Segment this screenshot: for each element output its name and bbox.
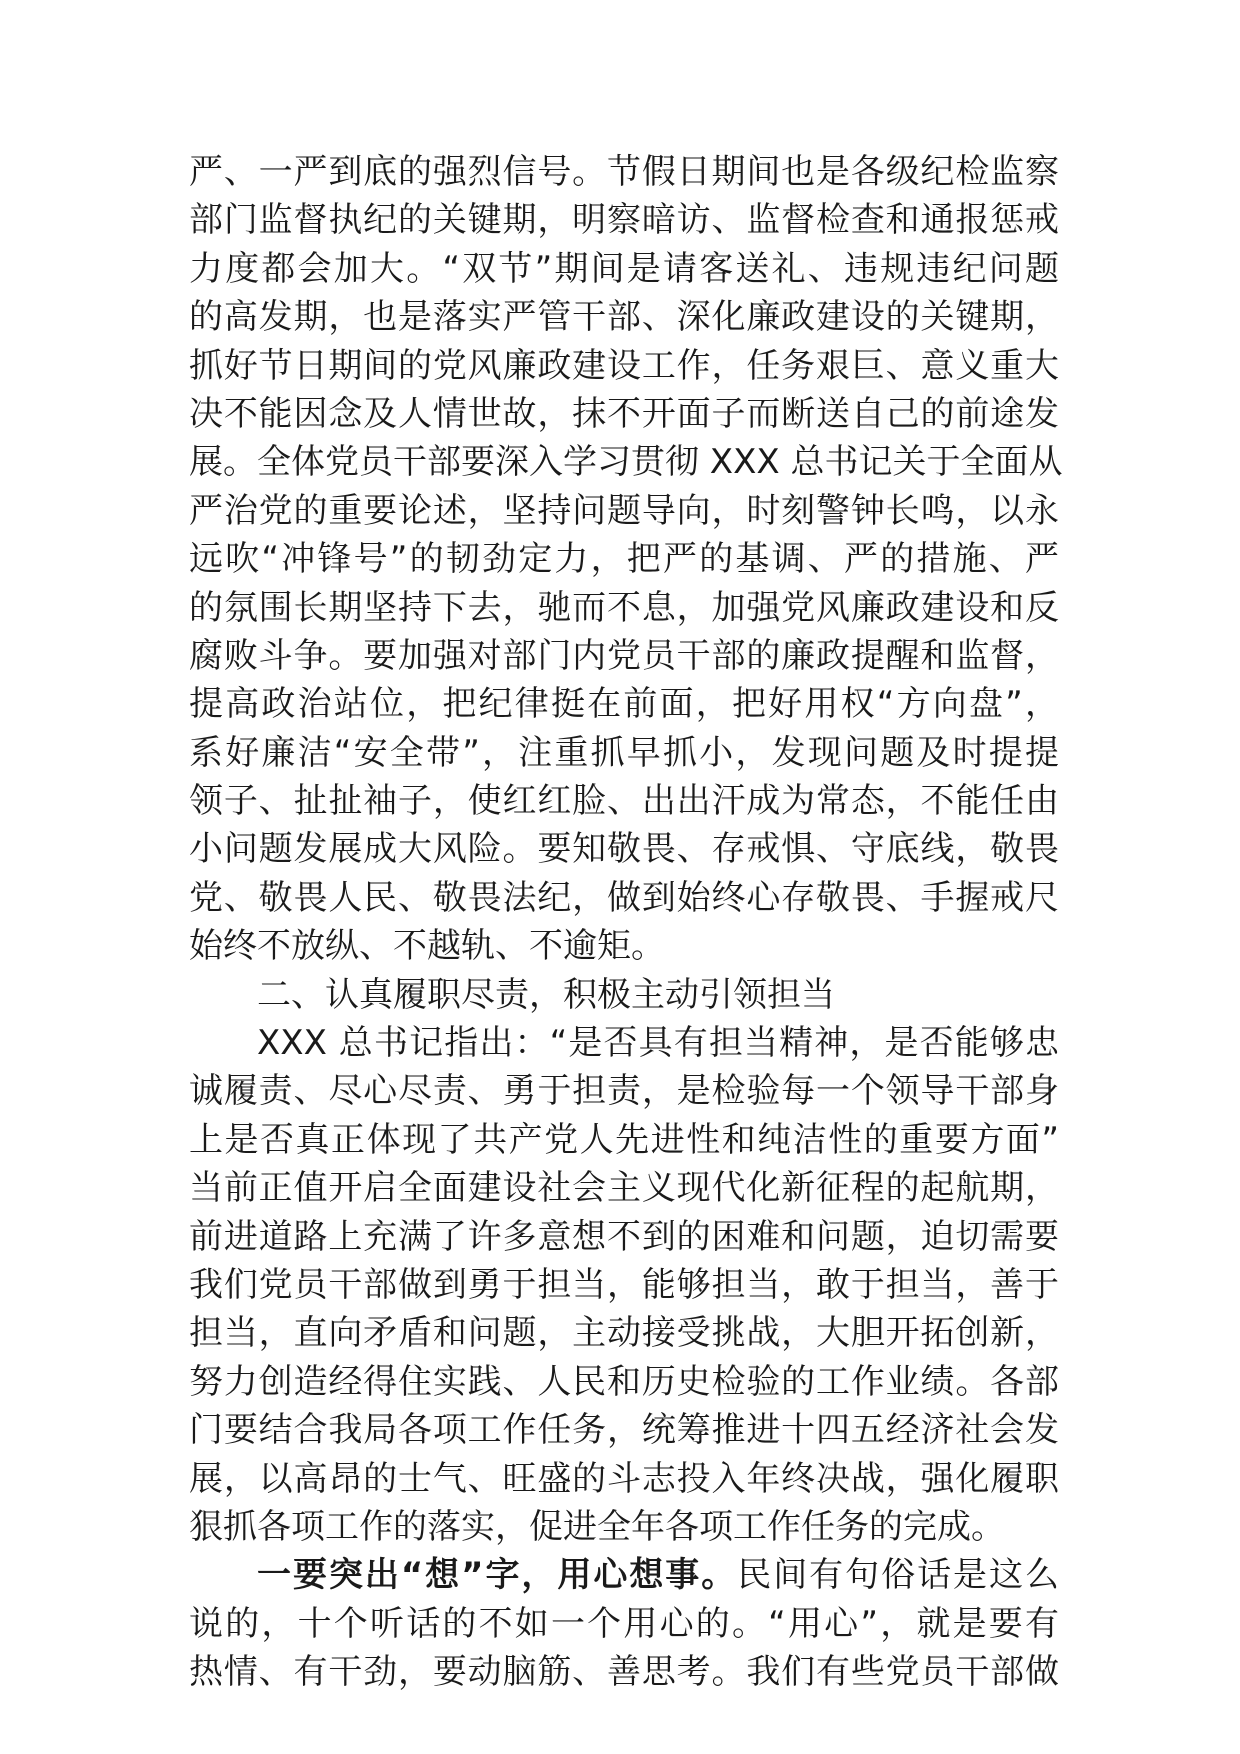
text-line: 前进道路上充满了许多意想不到的困难和问题，迫切需要 [189,1216,1059,1257]
text-line [189,1551,1059,1599]
text-line: 远吹“冲锋号”的韧劲定力，把严的基调、严的措施、严 [189,539,1059,580]
text-line: 系好廉洁“安全带”，注重抓早抓小，发现问题及时提提 [189,732,1059,773]
text-line: XXX 总书记指出：“是否具有担当精神，是否能够忠 [257,1023,1059,1064]
bold-lead-text: 一要突出“想”字，用心想事。 [257,1555,738,1596]
text-line: 热情、有干劲，要动脑筋、善思考。我们有些党员干部做 [189,1652,1059,1693]
text-line: 领子、扯扯袖子，使红红脸、出出汗成为常态，不能任由 [189,781,1059,822]
paragraph-responsibility [189,1019,1059,1551]
text-line: 努力创造经得住实践、人民和历史检验的工作业绩。各部 [189,1361,1059,1402]
text-line: 严治党的重要论述，坚持问题导向，时刻警钟长鸣，以永 [189,490,1059,531]
text-line: 提高政治站位，把纪律挺在前面，把好用权“方向盘”， [189,684,1059,725]
text-line: 门要结合我局各项工作任务，统筹推进十四五经济社会发 [189,1410,1059,1451]
text-line: 抓好节日期间的党风廉政建设工作，任务艰巨、意义重大 [189,345,1059,386]
paragraph-thinking [189,1551,1059,1696]
text-line: 力度都会加大。“双节”期间是请客送礼、违规违纪问题 [189,248,1059,289]
text-line: 决不能因念及人情世故，抹不开面子而断送自己的前途发 [189,393,1059,434]
text-line: 小问题发展成大风险。要知敬畏、存戒惧、守底线，敬畏 [189,829,1059,870]
text-line: 腐败斗争。要加强对部门内党员干部的廉政提醒和监督， [189,635,1059,676]
text-line: 严、一严到底的强烈信号。节假日期间也是各级纪检监察 [189,152,1059,192]
text-line: 始终不放纵、不越轨、不逾矩。 [189,926,665,967]
text-line: 部门监督执纪的关键期，明察暗访、监督检查和通报惩戒 [189,200,1059,241]
paragraph-discipline [189,148,1063,971]
text-line: 党、敬畏人民、敬畏法纪，做到始终心存敬畏、手握戒尺 [189,877,1059,918]
text-line: 狠抓各项工作的落实，促进全年各项工作任务的完成。 [189,1506,1005,1547]
document-page [189,148,1063,1697]
text-line: 诚履责、尽心尽责、勇于担责，是检验每一个领导干部身 [189,1071,1059,1112]
text-line: 我们党员干部做到勇于担当，能够担当，敢于担当，善于 [189,1264,1059,1305]
text-line: 当前正值开启全面建设社会主义现代化新征程的起航期， [189,1168,1059,1209]
section-heading: 二、认真履职尽责，积极主动引领担当 [257,974,835,1015]
lead-line-rest: 民间有句俗话是这么 [737,1555,1059,1596]
text-line: 的高发期，也是落实严管干部、深化廉政建设的关键期， [189,297,1059,338]
text-line: 说的，十个听话的不如一个用心的。“用心”，就是要有 [189,1603,1059,1644]
text-line: 担当，直向矛盾和问题，主动接受挑战，大胆开拓创新， [189,1313,1059,1354]
text-line: 的氛围长期坚持下去，驰而不息，加强党风廉政建设和反 [189,587,1059,628]
text-line: 上是否真正体现了共产党人先进性和纯洁性的重要方面” [189,1119,1059,1160]
text-line: 展，以高昂的士气、旺盛的斗志投入年终决战，强化履职 [189,1458,1059,1499]
text-line: 展。全体党员干部要深入学习贯彻 XXX 总书记关于全面从 [189,442,1063,483]
